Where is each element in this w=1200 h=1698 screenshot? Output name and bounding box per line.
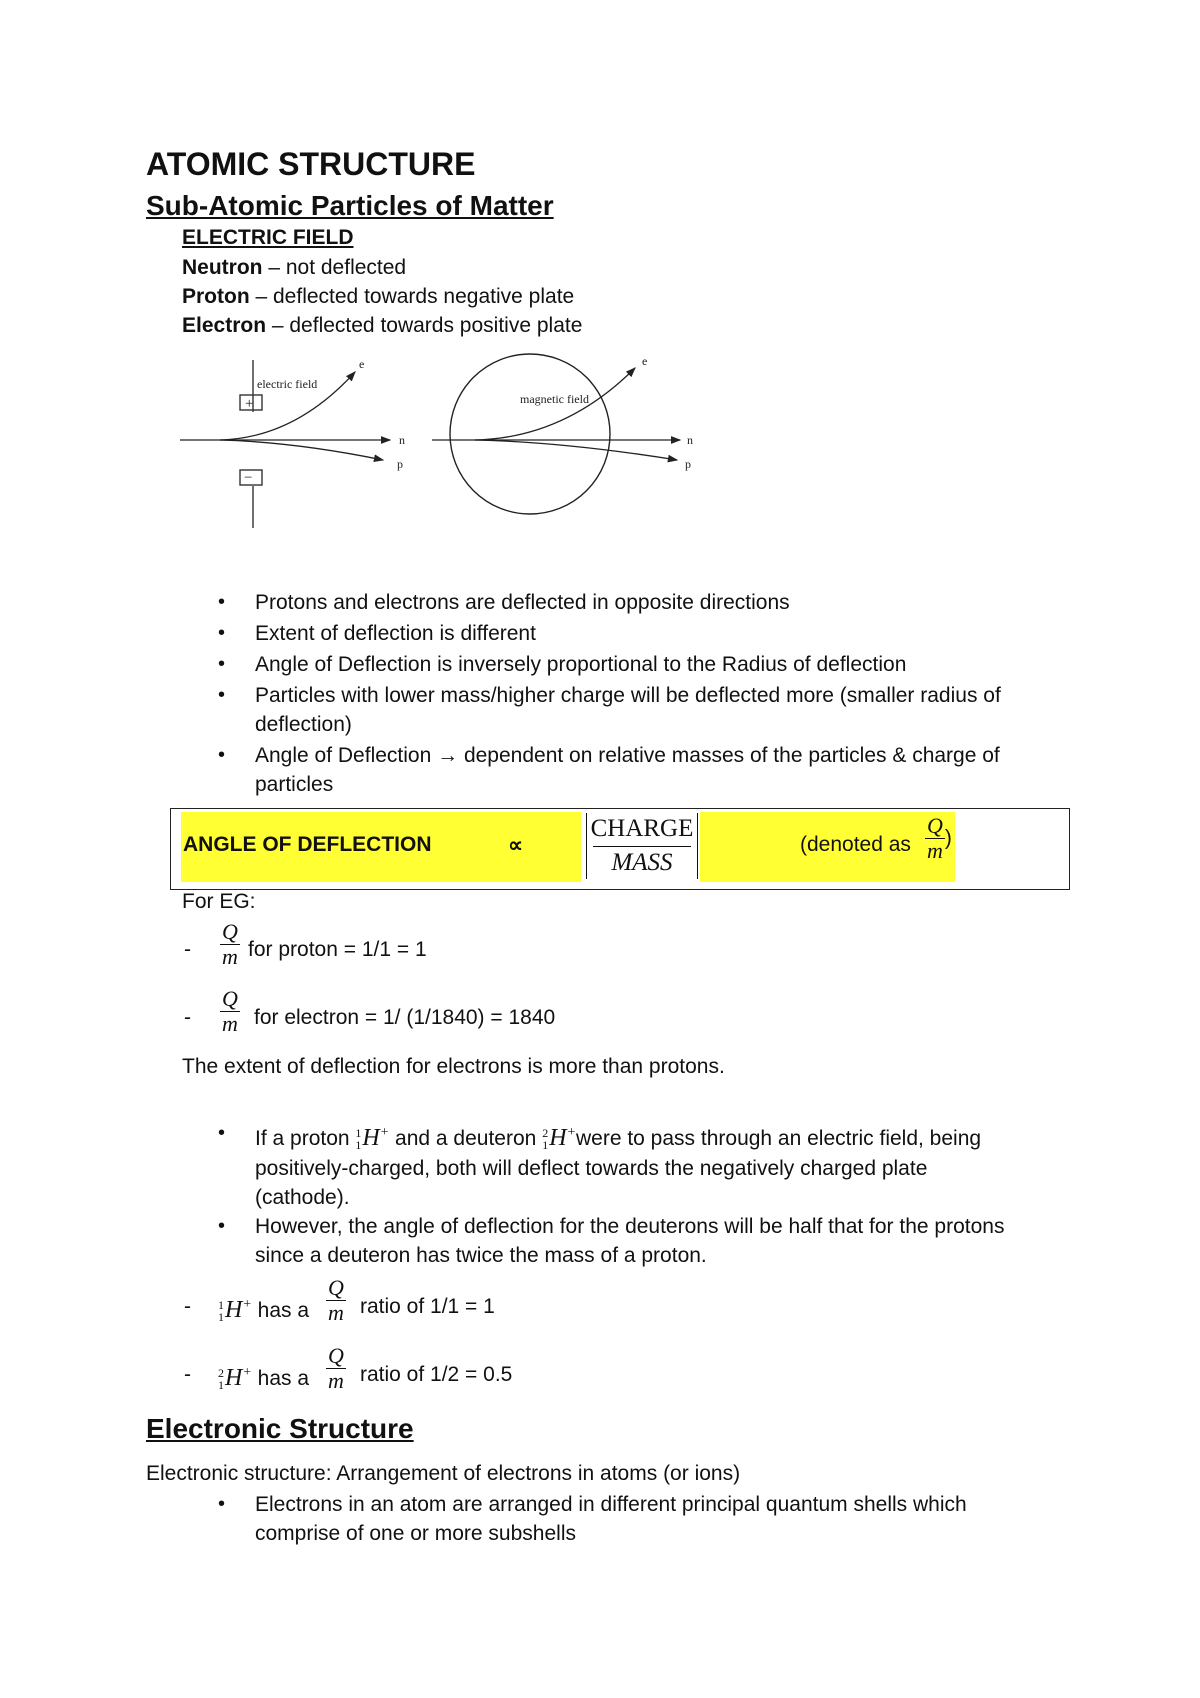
proton-row — [182, 282, 574, 312]
fraction-bar — [593, 846, 691, 847]
dash: - — [184, 1006, 191, 1029]
electron-path-label-1: e — [359, 357, 365, 371]
bullet-text-c: were to pass through an electric field, being — [575, 1127, 982, 1150]
dash: - — [184, 1363, 191, 1386]
bullet-dot: • — [218, 744, 226, 766]
dash: - — [184, 1295, 191, 1318]
mass-number: 1 — [218, 1298, 224, 1313]
q-over-m-fraction — [220, 920, 240, 969]
electron-term: Electron — [182, 314, 267, 337]
proton-desc: – deflected towards negative plate — [249, 285, 575, 308]
deuteron-ratio-line — [218, 1358, 309, 1394]
bullet-dot: • — [218, 622, 226, 644]
q-symbol: Q — [927, 813, 943, 838]
proton-deuteron-line — [255, 1118, 981, 1154]
q-over-m-fraction-ratio2 — [326, 1344, 346, 1393]
fraction-numerator: CHARGE — [590, 815, 694, 842]
q-over-m-fraction — [925, 814, 945, 863]
bullet-text-continued: (cathode). — [255, 1186, 350, 1209]
q-over-m-fraction — [326, 1344, 346, 1393]
plus-plate-label: + — [245, 396, 254, 412]
deuteron-isotope-symbol — [542, 1118, 576, 1153]
q-symbol: Q — [328, 1343, 344, 1368]
q-over-m-electron — [220, 987, 240, 1036]
q-over-m-fraction — [220, 987, 240, 1036]
m-symbol: m — [222, 1011, 238, 1036]
electric-field-subheading: ELECTRIC FIELD — [182, 226, 354, 249]
charge-sign: + — [379, 1125, 390, 1140]
atomic-number: 1 — [355, 1138, 362, 1153]
fraction-denominator: MASS — [611, 849, 673, 876]
q-over-m-fraction — [326, 1276, 346, 1325]
bullet-dot: • — [218, 591, 226, 613]
bullet-text-continued: since a deuteron has twice the mass of a proton. — [255, 1244, 707, 1267]
bullet-text-continued: particles — [255, 773, 334, 796]
m-symbol: m — [328, 1300, 344, 1325]
neutron-row — [182, 253, 406, 283]
denoted-as-text: (denoted as — [800, 833, 911, 856]
charge-sign: + — [566, 1125, 576, 1140]
q-over-m-box — [925, 814, 952, 863]
q-over-m-proton — [220, 920, 240, 969]
proton-ratio-line — [218, 1290, 309, 1326]
deflection-diagram — [175, 350, 715, 550]
proton-term: Proton — [182, 285, 250, 308]
neutron-path-label-2: n — [687, 433, 693, 447]
bullet-text-continued: deflection) — [255, 713, 352, 736]
electron-ratio-text: for electron = 1/ (1/1840) = 1840 — [254, 1006, 556, 1029]
proton-path-label-1: p — [397, 457, 403, 471]
m-symbol: m — [927, 838, 943, 863]
bullet-text: Particles with lower mass/higher charge will be deflected more (smaller radius of — [255, 684, 1001, 707]
section-heading-subatomic: Sub-Atomic Particles of Matter — [146, 190, 554, 221]
bullet-dot: • — [218, 1493, 226, 1515]
q-over-m-fraction-ratio1 — [326, 1276, 346, 1325]
element-symbol: H — [362, 1125, 380, 1151]
has-a-text: has a — [257, 1367, 310, 1390]
electric-field-label: electric field — [257, 377, 318, 391]
neutron-term: Neutron — [182, 256, 263, 279]
proton-isotope-symbol — [355, 1118, 389, 1153]
page-title: ATOMIC STRUCTURE — [146, 146, 476, 182]
magnetic-field-diagram — [432, 354, 693, 514]
element-symbol: H — [225, 1297, 243, 1323]
bullet-text-continued: comprise of one or more subshells — [255, 1522, 576, 1545]
bullet-text: However, the angle of deflection for the deuterons will be half that for the protons — [255, 1215, 1005, 1238]
conclusion-text: The extent of deflection for electrons is more than protons. — [182, 1055, 725, 1078]
atomic-number: 1 — [218, 1310, 224, 1325]
bullet-text: Angle of Deflection is inversely proportional to the Radius of deflection — [255, 653, 907, 676]
bullet-text: Protons and electrons are deflected in opposite directions — [255, 591, 790, 614]
bullet-dot: • — [218, 653, 226, 675]
minus-plate-label: − — [244, 470, 253, 486]
close-paren: ) — [944, 826, 952, 850]
bullet-text: Electrons in an atom are arranged in different principal quantum shells which — [255, 1493, 967, 1516]
deuteron-isotope-symbol — [218, 1358, 252, 1393]
section-heading-electronic-structure: Electronic Structure — [146, 1413, 414, 1444]
has-a-text: has a — [257, 1299, 310, 1322]
atomic-number: 1 — [218, 1378, 224, 1393]
bullet-text-b: and a deuteron — [395, 1127, 537, 1150]
mass-number: 2 — [542, 1126, 549, 1141]
for-eg-label: For EG: — [182, 890, 256, 913]
m-symbol: m — [222, 944, 238, 969]
mass-number: 1 — [355, 1126, 362, 1141]
bullet-text: Angle of Deflection → dependent on relative masses of the particles & charge of — [255, 744, 1000, 767]
q-symbol: Q — [328, 1275, 344, 1300]
neutron-desc: – not deflected — [262, 256, 407, 279]
bullet-dot: • — [218, 684, 226, 706]
magnetic-field-label: magnetic field — [520, 392, 589, 406]
proton-isotope-symbol — [218, 1290, 252, 1325]
electric-field-diagram — [180, 357, 405, 528]
bullet-text-continued: positively-charged, both will deflect towards the negatively charged plate — [255, 1157, 928, 1180]
proportional-symbol: ∝ — [508, 834, 524, 857]
charge-mass-fraction — [586, 813, 698, 879]
atomic-number: 1 — [542, 1138, 549, 1153]
q-symbol: Q — [222, 919, 238, 944]
angle-of-deflection-label: ANGLE OF DEFLECTION — [183, 833, 432, 856]
proton-path-label-2: p — [685, 457, 691, 471]
bullet-dot: • — [218, 1122, 226, 1144]
electron-row — [182, 311, 582, 341]
m-symbol: m — [328, 1368, 344, 1393]
element-symbol: H — [225, 1365, 243, 1391]
neutron-path-label-1: n — [399, 433, 405, 447]
bullet-text: Extent of deflection is different — [255, 622, 536, 645]
bullet-dot: • — [218, 1215, 226, 1237]
proton-ratio-text: for proton = 1/1 = 1 — [248, 938, 427, 961]
ratio-text: ratio of 1/2 = 0.5 — [360, 1363, 513, 1386]
charge-sign: + — [242, 1365, 252, 1380]
electron-path-label-2: e — [642, 354, 648, 368]
electronic-structure-intro: Electronic structure: Arrangement of electrons in atoms (or ions) — [146, 1462, 741, 1485]
ratio-text: ratio of 1/1 = 1 — [360, 1295, 495, 1318]
element-symbol: H — [549, 1125, 567, 1151]
mass-number: 2 — [218, 1366, 224, 1381]
q-symbol: Q — [222, 986, 238, 1011]
charge-sign: + — [242, 1297, 252, 1312]
dash: - — [184, 938, 191, 961]
electron-desc: – deflected towards positive plate — [266, 314, 583, 337]
bullet-text-a: If a proton — [255, 1127, 350, 1150]
